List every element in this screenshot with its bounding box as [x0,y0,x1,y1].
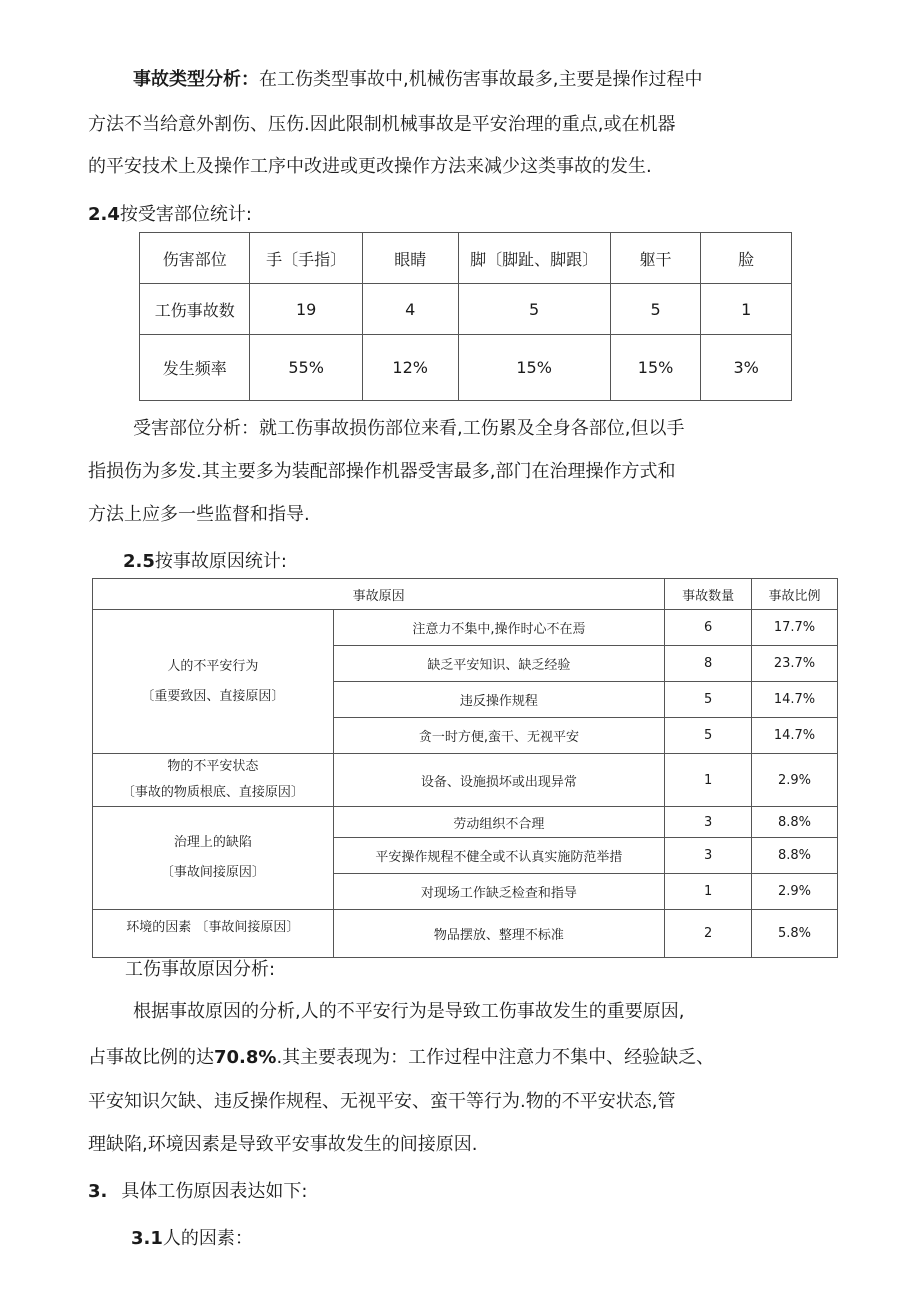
cause-group-title: 人的不平安行为 [167,658,259,674]
table-cell: 3 [665,807,752,838]
table-cell: 2.9% [752,874,838,910]
section-3-1-title: 人的因素： [162,1228,253,1249]
table-cell: 8 [665,646,752,682]
table-cell: 1 [701,284,792,335]
cause-group-object [93,754,334,807]
table-cell: 6 [665,610,752,646]
table-row [140,335,792,401]
table-cell: 14.7% [752,718,838,754]
table-cell: 15% [610,335,701,401]
table-cell: 劳动组织不合理 [333,807,665,838]
table-cell: 手〔手指〕 [250,233,363,284]
para3-percent: 70.8% [214,1047,277,1068]
table-cell: 对现场工作缺乏检查和指导 [333,874,665,910]
table-cell: 14.7% [752,682,838,718]
table-cell: 5.8% [752,910,838,958]
table-cell: 平安操作规程不健全或不认真实施防范举措 [333,838,665,874]
section-2-4-heading [88,203,252,227]
table-cell: 躯干 [610,233,701,284]
table-cell: 5 [665,718,752,754]
table-cell: 缺乏平安知识、缺乏经验 [333,646,665,682]
cause-group-subtitle: 〔事故的物质根底、直接原因〕 [121,785,304,800]
table-cell: 1 [665,874,752,910]
table-cell: 物品摆放、整理不标准 [333,910,665,958]
para3-text2a: 占事故比例的达 [88,1047,214,1068]
table-cell: 15% [458,335,610,401]
table-cell: 8.8% [752,807,838,838]
table-row [93,610,838,646]
section-2-4-title: 按受害部位统计: [119,204,252,225]
accident-cause-table [92,578,838,958]
table-row [140,233,792,284]
table-header-ratio: 事故比例 [752,579,838,610]
table-cell: 违反操作规程 [333,682,665,718]
section-2-4-number: 2.4 [88,204,120,225]
para1-line2: 方法不当给意外割伤、压伤.因此限制机械事故是平安治理的重点,或在机器 [88,114,676,135]
table-row [93,910,838,958]
table-header-count: 事故数量 [665,579,752,610]
para3-line2 [88,1046,714,1070]
para3-text2c: .其主要表现为：工作过程中注意力不集中、经验缺乏、 [276,1047,715,1068]
table-cell: 工伤事故数 [140,284,250,335]
para1-line3: 的平安技术上及操作工序中改进或更改操作方法来减少这类事故的发生. [88,156,652,177]
section-2-5-title: 按事故原因统计: [154,551,287,572]
section-3-title: 具体工伤原因表达如下: [121,1181,308,1202]
table-cell: 5 [665,682,752,718]
para3-line4: 理缺陷,环境因素是导致平安事故发生的间接原因. [88,1134,478,1155]
section-3-heading [88,1180,307,1204]
table-header-cause: 事故原因 [93,579,665,610]
table-cell: 眼睛 [362,233,458,284]
cause-group-title: 物的不平安状态 [167,759,259,774]
table-cell: 设备、设施损坏或出现异常 [333,754,665,807]
cause-group-human [93,610,334,754]
injury-location-table [139,232,792,401]
cause-group-environment: 环境的因素 〔事故间接原因〕 [93,910,334,958]
table-cell: 5 [458,284,610,335]
table-cell: 12% [362,335,458,401]
table-cell: 脸 [701,233,792,284]
table-cell: 贪一时方便,蛮干、无视平安 [333,718,665,754]
table-cell: 23.7% [752,646,838,682]
section-2-5-heading [123,550,287,574]
cause-group-title: 治理上的缺陷 [173,835,252,850]
cause-group-subtitle: 〔事故间接原因〕 [160,865,265,880]
table-cell: 5 [610,284,701,335]
cause-group-subtitle: 〔重要致因、直接原因〕 [141,688,285,704]
para2-line3: 方法上应多一些监督和指导. [88,504,310,525]
para3-line1: 根据事故原因的分析,人的不平安行为是导致工伤事故发生的重要原因, [133,1001,685,1022]
para2-line1: 受害部位分析：就工伤事故损伤部位来看,工伤累及全身各部位,但以手 [133,418,685,439]
section-2-5-number: 2.5 [123,551,155,572]
table-cell: 2 [665,910,752,958]
para1-label: 事故类型分析： [133,69,259,90]
table-cell: 1 [665,754,752,807]
table-row [93,579,838,610]
table-cell: 4 [362,284,458,335]
analysis-heading: 工伤事故原因分析: [125,959,276,980]
para1-text1: 在工伤类型事故中,机械伤害事故最多,主要是操作过程中 [259,69,703,90]
table-cell: 2.9% [752,754,838,807]
section-3-1-heading [131,1227,253,1251]
table-cell: 发生频率 [140,335,250,401]
table-row [93,754,838,807]
table-cell: 3 [665,838,752,874]
section-3-number: 3. [88,1181,108,1202]
table-cell: 伤害部位 [140,233,250,284]
table-cell: 脚〔脚趾、脚跟〕 [458,233,610,284]
table-row [93,807,838,838]
table-cell: 3% [701,335,792,401]
table-cell: 17.7% [752,610,838,646]
table-cell: 55% [250,335,363,401]
table-cell: 19 [250,284,363,335]
para3-line3: 平安知识欠缺、违反操作规程、无视平安、蛮干等行为.物的不平安状态,管 [88,1091,676,1112]
cause-group-management [93,807,334,910]
table-cell: 8.8% [752,838,838,874]
para1-line1 [133,68,702,92]
para2-line2: 指损伤为多发.其主要多为装配部操作机器受害最多,部门在治理操作方式和 [88,461,676,482]
section-3-1-number: 3.1 [131,1228,163,1249]
table-row [140,284,792,335]
table-cell: 注意力不集中,操作时心不在焉 [333,610,665,646]
